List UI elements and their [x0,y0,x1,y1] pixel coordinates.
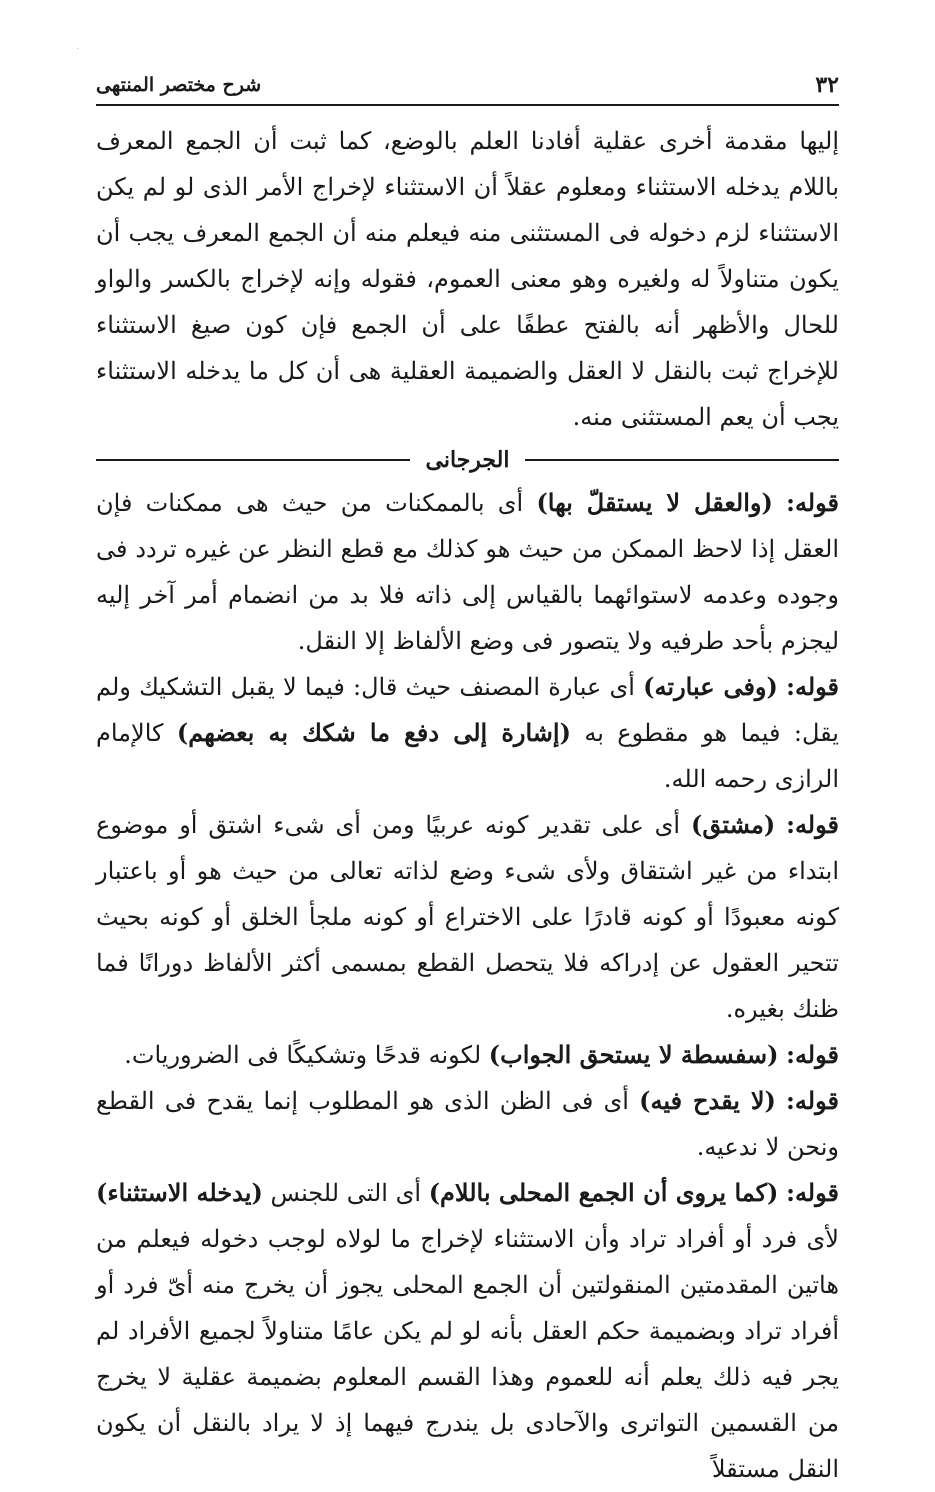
commentary-paragraph-4 [96,1032,839,1078]
quoted-text: (والعقل لا يستقلّ بها) [536,488,773,517]
page-content [96,118,839,1492]
commentary-paragraph-1 [96,480,839,664]
quoted-text: (لا يقدح فيه) [639,1086,776,1115]
quoted-text: (وفى عبارته) [643,672,778,701]
page-number: ٣٢ [815,72,839,98]
lead-word: قوله: [786,810,839,839]
scan-mark: · [76,44,80,55]
section-heading: الجرجانى [425,447,510,473]
page-header [96,70,839,106]
running-title: شرح مختصر المنتهى [96,74,262,96]
paragraph-text: أى عبارة المصنف حيث قال: فيما لا يقبل التشكيك ولم يقل: فيما هو مقطوع به [96,673,839,747]
commentary-paragraph-5 [96,1078,839,1170]
lead-word: قوله: [786,672,840,701]
quoted-text-2: (إشارة إلى دفع ما شكك به بعضهم) [176,718,571,747]
quoted-text-2: (يدخله الاستثناء) [96,1178,263,1207]
commentary-paragraph-6 [96,1170,839,1492]
paragraph-text-2: كالإمام الرازى رحمه الله. [96,719,839,793]
paragraph-text-2: لأى فرد أو أفراد تراد وأن الاستثناء لإخراج ما لولاه لوجب دخوله فيعلم من هاتين المقدمتين المنقولتين أن الجمع المحلى يجوز أن يخرج منه أىّ فرد أو أفراد تراد وبضميمة حكم العقل بأنه لو لم يكن عامًا متناولاً لجميع الأفراد لم يجر فيه ذلك يعلم أنه للعموم وهذا القسم المعلوم بضميمة عقلية لا يخرج من القسمين التواترى والآحادى بل يندرج فيهما إذ لا يراد بالنقل أن يكون النقل مستقلاً [96,1225,839,1483]
paragraph-text: لكونه قدحًا وتشكيكًا فى الضروريات. [124,1041,482,1069]
lead-word: قوله: [786,1040,839,1069]
paragraph-text: أى بالممكنات من حيث هى ممكنات فإن العقل إذا لاحظ الممكن من حيث هو كذلك مع قطع النظر عن غيره تردد فى وجوده وعدمه لاستوائهما بالقياس إلى ذاته فلا بد من انضمام أمر آخر إليه ليجزم بأحد طرفيه ولا يتصور فى وضع الألفاظ إلا النقل. [96,489,839,655]
lead-word: قوله: [786,488,839,517]
commentary-paragraph-2 [96,664,839,802]
intro-paragraph: إليها مقدمة أخرى عقلية أفادنا العلم بالوضع، كما ثبت أن الجمع المعرف باللام يدخله الاستثناء ومعلوم عقلاً أن الاستثناء لإخراج الأمر الذى لو لم يكن الاستثناء لزم دخوله فى المستثنى منه فيعلم منه أن الجمع المعرف يجب أن يكون متناولاً له ولغيره وهو معنى العموم، فقوله وإنه لإخراج بالكسر والواو للحال والأظهر أنه بالفتح عطفًا على أن الجمع فإن كون صيغ الاستثناء للإخراج ثبت بالنقل لا العقل والضميمة العقلية هى أن كل ما يدخله الاستثناء يجب أن يعم المستثنى منه. [96,127,839,431]
lead-word: قوله: [786,1178,839,1207]
paragraph-text: أى على تقدير كونه عربيًا ومن أى شىء اشتق أو موضوع ابتداء من غير اشتقاق ولأى شىء وضع لذاته تعالى من حيث هو أو باعتبار كونه معبودًا أو كونه قادرًا على الاختراع أو كونه ملجأ الخلق أو كونه بحيث تتحير العقول عن إدراكه فلا يتحصل القطع بمسمى أكثر الألفاظ دورانًا فما ظنك بغيره. [96,811,839,1023]
divider-rule-right [525,459,839,461]
commentary-paragraph-3 [96,802,839,1032]
paragraph-text: أى فى الظن الذى هو المطلوب إنما يقدح فى القطع ونحن لا ندعيه. [96,1087,839,1161]
divider-rule-left [96,459,410,461]
lead-word: قوله: [786,1086,839,1115]
quoted-text: (مشتق) [690,810,776,839]
quoted-text: (كما يروى أن الجمع المحلى باللام) [428,1178,779,1207]
quoted-text: (سفسطة لا يستحق الجواب) [488,1040,779,1069]
paragraph-text: أى التى للجنس [270,1179,422,1207]
section-divider [96,440,839,480]
